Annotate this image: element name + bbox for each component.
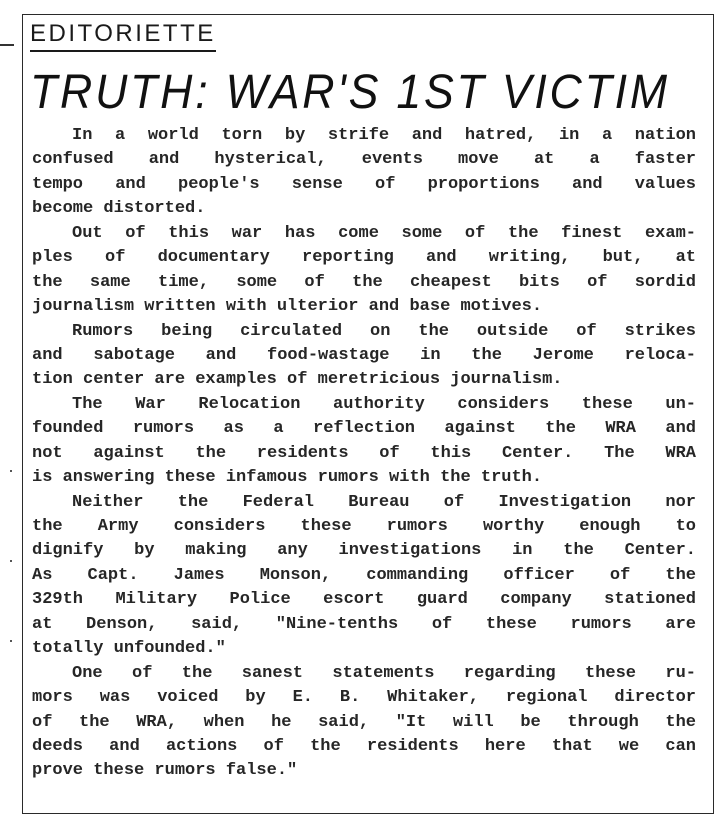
section-label: EDITORIETTE [30, 20, 216, 52]
article-line: ples of documentary reporting and writing, but, at [32, 248, 696, 268]
article-line: tion center are examples of meretricious journalism. [32, 370, 563, 390]
article-line: journalism written with ulterior and base motives. [32, 297, 543, 317]
article-line: prove these rumors false." [32, 761, 298, 781]
article-line: the Army considers these rumors worthy enough to [32, 517, 696, 536]
article-line: mors was voiced by E. B. Whitaker, regional director [32, 688, 696, 708]
margin-dot [10, 560, 12, 562]
article-line: deeds and actions of the residents here that we can [32, 736, 696, 756]
article-line: and sabotage and food-wastage in the Jerome reloca- [32, 345, 696, 365]
article-line: The War Relocation authority considers these un- [72, 394, 696, 414]
article-body [32, 124, 696, 784]
article-line: at Denson, said, "Nine-tenths of these rumors are [32, 614, 696, 634]
article-line: is answering these infamous rumors with the truth. [32, 468, 543, 488]
article-line: founded rumors as a reflection against the WRA and [32, 419, 696, 439]
article-line: Neither the Federal Bureau of Investigation nor [72, 492, 696, 512]
article-line: One of the sanest statements regarding these ru- [72, 663, 696, 683]
article-line: 329th Military Police escort guard company stationed [32, 590, 696, 610]
article-line: become distorted. [32, 199, 206, 219]
margin-dot [10, 470, 12, 472]
article-line: Out of this war has come some of the finest exam- [72, 223, 696, 243]
article-line: Rumors being circulated on the outside of strikes [72, 321, 696, 341]
margin-dot [10, 640, 12, 642]
article-line: As Capt. James Monson, commanding officer of the [32, 565, 696, 585]
article-line: totally unfounded." [32, 639, 226, 659]
article-line: In a world torn by strife and hatred, in a nation [72, 126, 696, 145]
margin-mark [0, 44, 14, 46]
article-line: the same time, some of the cheapest bits of sordid [32, 272, 696, 292]
article-line: tempo and people's sense of proportions and values [32, 174, 696, 194]
article-line: not against the residents of this Center. The WRA [32, 443, 696, 463]
article-line: of the WRA, when he said, "It will be through the [32, 712, 696, 732]
article-line: confused and hysterical, events move at a faster [32, 150, 696, 170]
article-line: dignify by making any investigations in the Center. [32, 541, 696, 561]
headline: TRUTH: WAR'S 1ST VICTIM [30, 66, 670, 119]
